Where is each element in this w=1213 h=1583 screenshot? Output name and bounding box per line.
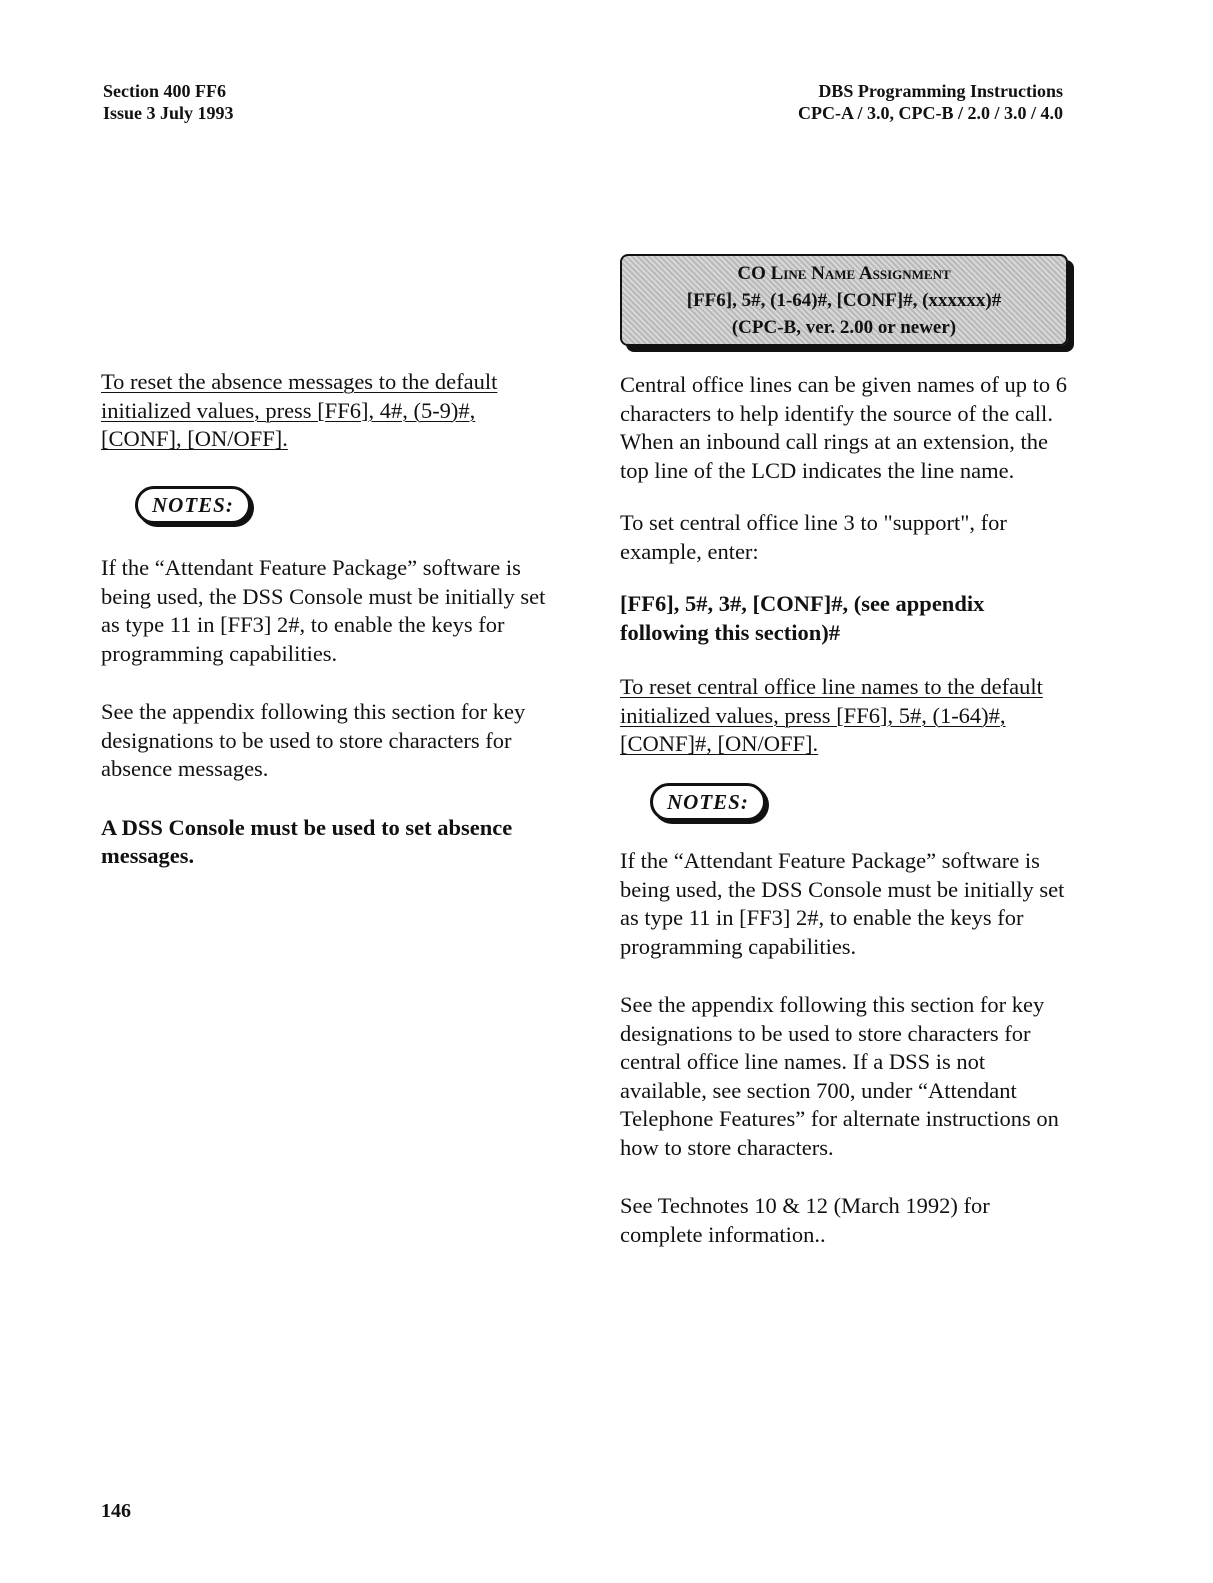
co-line-intro: Central office lines can be given names of up to 6 characters to help identify the source of the call. When an inbound call rings at an extension, the top line of the LCD indicates the line name. (620, 372, 1067, 483)
section-label: Section 400 FF6 (103, 81, 226, 101)
feature-version-note: (CPC-B, ver. 2.00 or newer) (731, 317, 957, 338)
right-attendant-note: If the “Attendant Feature Package” software is being used, the DSS Console must be initially set as type 11 in [FF3] 2#, to enable the keys for programming capabilities. (620, 848, 1065, 959)
header-right (798, 80, 1063, 124)
left-appendix-note: See the appendix following this section for key designations to be used to store characters for absence messages. (101, 699, 526, 781)
left-reset-instruction: To reset the absence messages to the default initialized values, press [FF6], 4#, (5-9)#, [CONF], [ON/OFF]. (101, 369, 498, 451)
feature-title-box (620, 254, 1068, 346)
example-command: [FF6], 5#, 3#, [CONF]#, (see appendix following this section)# (620, 591, 985, 645)
technotes-reference: See Technotes 10 & 12 (March 1992) for complete information.. (620, 1193, 990, 1247)
page-number: 146 (101, 1500, 131, 1522)
right-column (620, 371, 1070, 1249)
version-info: CPC-A / 3.0, CPC-B / 2.0 / 3.0 / 4.0 (798, 103, 1063, 123)
header-left (103, 80, 234, 124)
dss-required-note: A DSS Console must be used to set absence messages. (101, 814, 513, 868)
issue-date: Issue 3 July 1993 (103, 103, 234, 123)
right-appendix-note: See the appendix following this section for key designations to be used to store characters for central office line names. If a DSS is not available, see section 700, under “Attendant Telephone Features” for alternate instructions on how to store characters. (620, 992, 1059, 1160)
feature-title: CO Line Name Assignment (737, 263, 951, 284)
left-notes-badge: NOTES: (135, 486, 251, 525)
left-column (101, 368, 551, 871)
right-notes-badge: NOTES: (650, 783, 766, 822)
feature-command: [FF6], 5#, (1-64)#, [CONF]#, (xxxxxx)# (686, 290, 1002, 311)
document-title: DBS Programming Instructions (818, 81, 1063, 101)
left-attendant-note: If the “Attendant Feature Package” software is being used, the DSS Console must be initially set as type 11 in [FF3] 2#, to enable the keys for programming capabilities. (101, 555, 546, 666)
example-intro: To set central office line 3 to "support", for example, enter: (620, 510, 1007, 564)
right-reset-instruction: To reset central office line names to the default initialized values, press [FF6], 5#, (1-64)#, [CONF]#, [ON/OFF]. (620, 674, 1043, 756)
